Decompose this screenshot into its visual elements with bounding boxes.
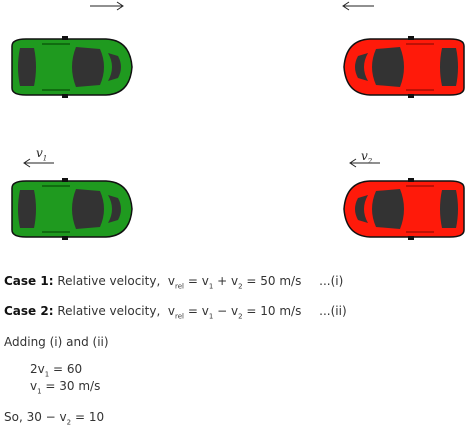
case2-text: Relative velocity, bbox=[57, 304, 161, 318]
equation-2v1: $2v_1 = 60$ bbox=[30, 362, 83, 379]
velocity-label-v1-bottom: $v_1$ bbox=[36, 146, 48, 163]
green-car-bottom bbox=[6, 178, 134, 240]
velocity-arrow-left bbox=[338, 0, 378, 12]
adding-line: Adding (i) and (ii) bbox=[4, 335, 109, 349]
velocity-arrow-right bbox=[88, 0, 128, 12]
red-car-top bbox=[342, 36, 470, 98]
case1-equation: $v_{rel} = v_1 + v_2 = 50$ m/s bbox=[167, 274, 302, 291]
case2-equation: $v_{rel} = v_1 - v_2 = 10$ m/s bbox=[167, 304, 302, 321]
equation-v1: $v_1 = 30$ m/s bbox=[30, 379, 101, 396]
velocity-arrow-left-bottom bbox=[20, 157, 58, 169]
red-car-bottom bbox=[342, 178, 470, 240]
case1-label: Case 1: bbox=[4, 274, 54, 288]
case2-ref: ...(ii) bbox=[319, 304, 347, 318]
velocity-label-v2-bottom: $v_2$ bbox=[361, 149, 373, 166]
case2-label: Case 2: bbox=[4, 304, 54, 318]
so-line: So, $30 - v_2 = 10$ bbox=[4, 410, 105, 426]
case1-text: Relative velocity, bbox=[57, 274, 161, 288]
case1-line bbox=[4, 274, 343, 290]
green-car-top bbox=[6, 36, 134, 98]
velocity-arrow-left-bottom-right bbox=[346, 157, 384, 169]
case1-ref: ...(i) bbox=[319, 274, 344, 288]
case2-line bbox=[4, 304, 347, 320]
